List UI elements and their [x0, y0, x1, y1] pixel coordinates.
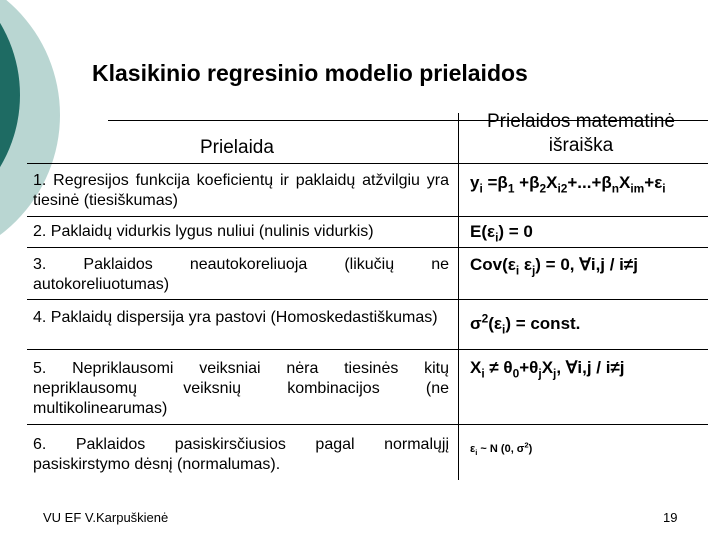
page-title: Klasikinio regresinio modelio prielaidos [92, 60, 528, 86]
assumption-2: 2. Paklaidų vidurkis lygus nuliui (nulinis vidurkis) [33, 223, 374, 240]
formula-5-text: $X_i \ne \theta_0+\theta_jX_j$, ∀i,j / i≠j [470, 358, 625, 381]
formula-3 [470, 255, 700, 280]
assumption-4: 4. Paklaidų dispersija yra pastovi (Homoskedastiškumas) [33, 309, 438, 326]
header-rule [27, 163, 708, 164]
assumption-6: 6. Paklaidos pasiskirsčiusios pagal normalųjį pasiskirstymo dėsnį (normalumas). [33, 436, 449, 473]
formula-4 [470, 308, 700, 339]
assumption-1: 1. Regresijos funkcija koeficientų ir paklaidų atžvilgiu yra tiesinė (tiesiškumas) [33, 172, 449, 209]
formula-6 [470, 435, 700, 463]
formula-3-text: $Cov(\varepsilon_i$ $\varepsilon_j) = 0$, ∀i,j / i≠j [470, 255, 638, 278]
formula-2 [470, 222, 700, 247]
row-rule [27, 299, 708, 300]
row-rule [27, 424, 708, 425]
header-formula-line1: Prielaidos matematinė [487, 111, 675, 132]
formula-4-text: $\sigma^2(\varepsilon_i)$ = const. [470, 311, 581, 337]
row-rule [27, 349, 708, 350]
assumption-5: 5. Nepriklausomi veiksniai nėra tiesinės kitų nepriklausomų veiksnių kombinacijos (ne multikolinearumas) [33, 360, 449, 417]
formula-6-text: $\varepsilon_i$ ~ N (0, $\sigma^2$) [470, 440, 533, 457]
formula-5 [470, 358, 700, 383]
footer-author: VU EF V.Karpuškienė [43, 510, 169, 525]
assumption-3: 3. Paklaidos neautokoreliuoja (likučių ne autokoreliuotumas) [33, 256, 449, 293]
header-prielaida: Prielaida [200, 137, 274, 158]
header-formula [466, 110, 696, 158]
formula-2-text: $E(\varepsilon_i) = 0$ [470, 222, 533, 245]
formula-1 [470, 173, 700, 198]
row-rule [27, 216, 708, 217]
formula-1-text: $y_i =\beta_1 +\beta_2X_{i2}+...+\beta_nX_{im}+\varepsilon_i$ [470, 173, 666, 196]
page-number: 19 [663, 510, 678, 525]
header-formula-line2: išraiška [548, 135, 614, 156]
